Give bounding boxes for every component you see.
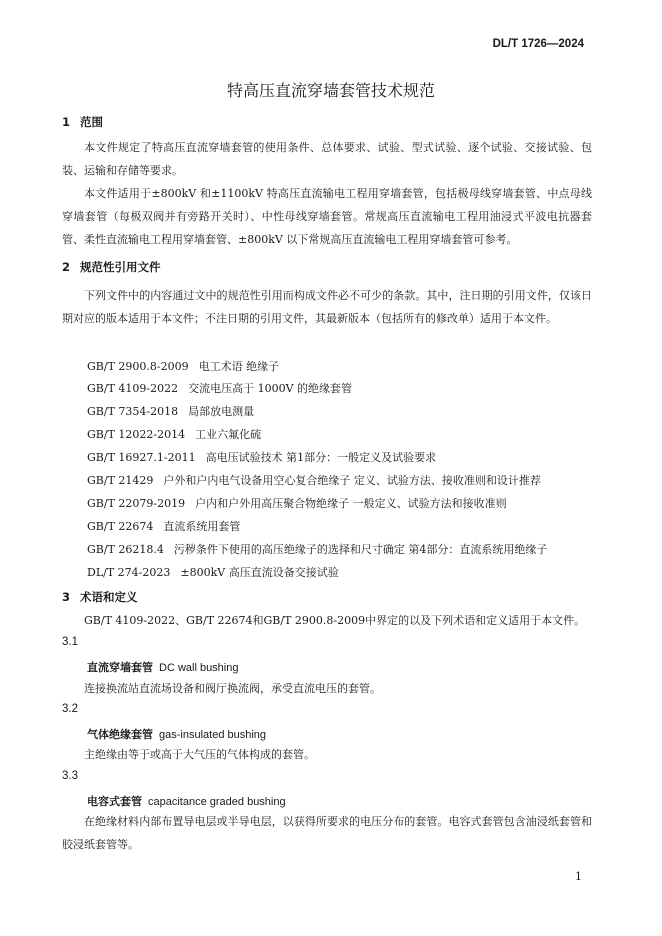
term-heading — [87, 726, 266, 742]
reference-title: 局部放电测量 — [188, 405, 255, 418]
reference-title: 直流系统用套管 — [163, 520, 241, 533]
reference-code: GB/T 21429 — [87, 474, 154, 487]
section-2-heading — [62, 259, 161, 275]
section-number: 1 — [62, 115, 71, 129]
term-heading — [87, 793, 286, 809]
term-number: 3.3 — [62, 770, 78, 782]
term-english: gas-insulated bushing — [159, 729, 267, 741]
section-title: 规范性引用文件 — [80, 260, 161, 274]
reference-title: 交流电压高于 1000V 的绝缘套管 — [188, 382, 353, 395]
term-heading — [87, 659, 238, 675]
term-chinese: 直流穿墙套管 — [87, 661, 153, 674]
term-definition: 主绝缘由等于或高于大气压的气体构成的套管。 — [84, 748, 315, 761]
reference-code: GB/T 7354-2018 — [87, 405, 179, 418]
reference-item — [87, 380, 352, 396]
term-english: DC wall bushing — [159, 662, 239, 674]
reference-item — [87, 403, 254, 419]
reference-code: GB/T 22079-2019 — [87, 497, 186, 510]
standard-code: DL/T 1726—2024 — [492, 38, 584, 50]
term-definition: 连接换流站直流场设备和阀厅换流阀，承受直流电压的套管。 — [84, 682, 381, 695]
reference-item — [87, 495, 507, 511]
reference-code: GB/T 22674 — [87, 520, 154, 533]
reference-item — [87, 426, 261, 442]
reference-code: GB/T 16927.1-2011 — [87, 451, 196, 464]
section-1-heading — [62, 114, 103, 130]
reference-code: GB/T 2900.8-2009 — [87, 360, 189, 373]
section-number: 2 — [62, 260, 71, 274]
scope-paragraph-1: 本文件规定了特高压直流穿墙套管的使用条件、总体要求、试验、型式试验、逐个试验、交接试验、包装、运输和存储等要求。 — [62, 141, 592, 177]
term-definition: 在绝缘材料内部布置导电层或半导电层，以获得所要求的电压分布的套管。电容式套管包含油浸纸套管和胶浸纸套管等。 — [62, 815, 592, 851]
term-chinese: 气体绝缘套管 — [87, 728, 153, 741]
document-title: 特高压直流穿墙套管技术规范 — [226, 81, 435, 100]
section-title: 范围 — [80, 115, 103, 129]
reference-item — [87, 541, 547, 557]
reference-item — [87, 564, 339, 580]
reference-title: 户外和户内电气设备用空心复合绝缘子 定义、试验方法、接收准则和设计推荐 — [163, 474, 541, 487]
scope-paragraph-2: 本文件适用于±800kV 和±1100kV 特高压直流输电工程用穿墙套管，包括极母线穿墙套管、中点母线穿墙套管（每极双阀并有旁路开关时）、中性母线穿墙套管。常规高压直流输电工程用油浸式平波电抗器套管、柔性直流输电工程用穿墙套管、±800kV 以下常规高压直流输电工程用穿墙套管可参考。 — [62, 187, 592, 246]
reference-code: GB/T 4109-2022 — [87, 382, 179, 395]
reference-title: ±800kV 高压直流设备交接试验 — [180, 566, 339, 579]
reference-code: GB/T 12022-2014 — [87, 428, 186, 441]
reference-title: 户内和户外用高压聚合物绝缘子 一般定义、试验方法和接收准则 — [195, 497, 507, 510]
reference-title: 高电压试验技术 第1部分：一般定义及试验要求 — [205, 451, 437, 464]
reference-item — [87, 472, 541, 488]
section-number: 3 — [62, 590, 71, 604]
reference-item — [87, 358, 279, 374]
reference-title: 工业六氟化硫 — [195, 428, 262, 441]
term-number: 3.2 — [62, 703, 78, 715]
page-number: 1 — [575, 870, 582, 883]
term-number: 3.1 — [62, 636, 78, 648]
reference-title: 电工术语 绝缘子 — [198, 360, 280, 373]
normative-intro: 下列文件中的内容通过文中的规范性引用而构成文件必不可少的条款。其中，注日期的引用文件，仅该日期对应的版本适用于本文件；不注日期的引用文件，其最新版本（包括所有的修改单）适用于本文件。 — [62, 289, 592, 325]
term-chinese: 电容式套管 — [87, 795, 142, 808]
reference-title: 污秽条件下使用的高压绝缘子的选择和尺寸确定 第4部分：直流系统用绝缘子 — [173, 543, 548, 556]
term-english: capacitance graded bushing — [148, 796, 286, 808]
terms-intro: GB/T 4109-2022、GB/T 22674和GB/T 2900.8-2009中界定的以及下列术语和定义适用于本文件。 — [84, 614, 586, 627]
section-3-heading — [62, 589, 138, 605]
reference-code: DL/T 274-2023 — [87, 566, 171, 579]
reference-item — [87, 518, 240, 534]
reference-code: GB/T 26218.4 — [87, 543, 164, 556]
section-title: 术语和定义 — [80, 590, 138, 604]
reference-item — [87, 449, 436, 465]
